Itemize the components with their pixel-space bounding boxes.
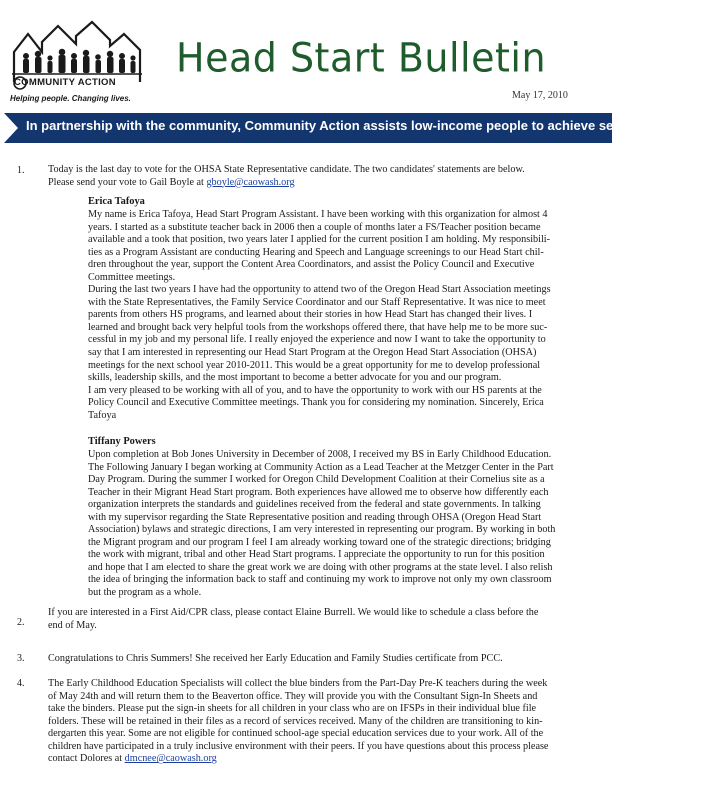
item-1-line-text: Please send your vote to Gail Boyle at <box>48 176 207 188</box>
tiffany-statement-line: the work with migrant, tribal and other Head Start programs. I appreciate the opportunity to run for this position <box>88 549 545 561</box>
erica-statement-line: dren throughout the year, support the Content Area Coordinators, and assist the Policy Council and Executive <box>88 259 535 271</box>
mission-statement: In partnership with the community, Community Action assists low-income people to achieve self-determination. <box>26 118 715 133</box>
erica-statement-line: I am very pleased to be working with all of you, and to have the opportunity to work with our HS parents at the <box>88 384 542 396</box>
tiffany-statement-line: but the program as a whole. <box>88 587 202 599</box>
item-4-line: children have participated in a truly inclusive environment with their peers. If you have questions about this process please <box>48 740 549 752</box>
bulletin-title: Head Start Bulletin <box>176 34 547 82</box>
item-2-line: If you are interested in a First Aid/CPR class, please contact Elaine Burrell. We would like to schedule a class before the <box>48 607 539 618</box>
erica-statement-line: During the last two years I have had the opportunity to attend two of the Oregon Head Start Association meetings <box>88 284 551 296</box>
item-number: 2. <box>17 617 25 628</box>
tiffany-statement-line: the Migrant program and our program I feel I am already working toward one of the strategic directions; bridging <box>88 536 551 548</box>
item-4-text <box>48 678 548 766</box>
erica-statement-line: meetings for the next school year 2010-2011. This would be a great opportunity for me to develop professional <box>88 359 541 371</box>
candidate-name-erica: Erica Tafoya <box>88 196 145 207</box>
item-number: 3. <box>17 653 25 664</box>
tiffany-statement-line: Day Program. During the summer I worked for Oregon Child Development Coalition at their Cornelius site as a <box>88 474 545 486</box>
item-2-text <box>48 607 538 632</box>
item-4-line: take the binders. Please put the sign-in sheets for all children in your class who are on IFSPs in their individual blue file <box>48 703 537 715</box>
erica-statement-line: skills, leadership skills, and the most important to become a better advocate for you and our program. <box>88 372 502 384</box>
erica-statement-line: Tafoya <box>88 409 117 421</box>
erica-statement-line: Committee meetings. <box>88 271 176 283</box>
tiffany-statement-line: Association) bylaws and strategic directions, I am very interested in representing our program. By working in both <box>88 524 556 536</box>
erica-statement-line: My name is Erica Tafoya, Head Start Program Assistant. I have been working with this organization for almost 4 <box>88 209 548 220</box>
erica-statement-line: say that I am interested in representing our Head Start Program at the Oregon Head Start Association (OHSA) <box>88 347 537 359</box>
logo-name: COMMUNITY ACTION <box>14 77 116 88</box>
item-4-line-text: contact Dolores at <box>48 753 125 765</box>
tiffany-statement-line: organization interprets the standards and guidelines received from the federal and state governments. In talking <box>88 499 541 511</box>
item-2-line: end of May. <box>48 619 97 631</box>
item-4-line: dergarten this year. Some are not eligible for continued school-age special education services due to your work. All of the <box>48 728 544 740</box>
item-4-line <box>48 753 548 766</box>
item-1-line <box>48 177 525 190</box>
item-1-line: Today is the last day to vote for the OHSA State Representative candidate. The two candidates' statements are below. <box>48 164 525 175</box>
erica-statement-line: available and a took that position, two years later I applied for the current position I am holding. My responsibili- <box>88 234 551 246</box>
erica-statement <box>88 209 608 422</box>
item-3-line: Congratulations to Chris Summers! She received her Early Education and Family Studies certificate from PCC. <box>48 653 503 664</box>
erica-statement-line: learned and brought back very helpful tools from the workshops offered there, that have help me to be more suc- <box>88 321 548 333</box>
erica-statement-line: ties as a Program Assistant are conducting Hearing and Speech and Language screenings to our Head Start chil- <box>88 246 544 258</box>
item-3-text <box>48 653 503 666</box>
bulletin-date: May 17, 2010 <box>512 90 568 101</box>
item-4-line: folders. These will be retained in their files as a record of services received. Many of the children are transitioning to kin- <box>48 715 543 727</box>
tiffany-statement-line: The Following January I began working at Community Action as a Lead Teacher at the Metzger Center in the Part <box>88 461 554 473</box>
gboyle-email-link[interactable]: gboyle@caowash.org <box>206 176 295 188</box>
item-4-line: of May 24th and will return them to the Beaverton office. They will provide you with the Consultant Sign-In Sheets and <box>48 690 538 702</box>
candidate-name-tiffany: Tiffany Powers <box>88 436 156 447</box>
erica-statement-line: parents from others HS programs, and learned about their stories in how Head Start has changed their lives. I <box>88 309 533 321</box>
tiffany-statement <box>88 449 608 600</box>
item-number: 4. <box>17 678 25 689</box>
erica-statement-line: years. I started as a substitute teacher back in 2006 then a couple of months later a FS/Teacher position became <box>88 221 541 233</box>
item-number: 1. <box>17 165 25 176</box>
tiffany-statement-line: Upon completion at Bob Jones University in December of 2008, I received my BS in Early Childhood Education. <box>88 449 552 460</box>
erica-statement-line: Policy Council and Executive Committee meetings. Thank you for considering my nomination. Sincerely, Erica <box>88 397 544 409</box>
banner-arrow-shape <box>4 113 18 143</box>
dmcnee-email-link[interactable]: dmcnee@caowash.org <box>124 753 217 765</box>
tiffany-statement-line: Teacher in their Migrant Head Start program. Both experiences have allowed me to observe how differently each <box>88 486 549 498</box>
erica-statement-line: cessful in my job and my personal life. I really enjoyed the experience and now I want to take the opportunity to <box>88 334 546 346</box>
tiffany-statement-line: with my supervisor regarding the State Representative position and reading through OHSA (Oregon Head Start <box>88 511 542 523</box>
logo-tagline: Helping people. Changing lives. <box>10 94 131 103</box>
tiffany-statement-line: the idea of bringing the information back to staff and continuing my work to improve not only my own classroom <box>88 574 552 586</box>
item-1-text <box>48 164 525 189</box>
erica-statement-line: with the State Representatives, the Family Service Coordinator and our Staff Representative. It was nice to meet <box>88 296 546 308</box>
tiffany-statement-line: and hope that I am elected to share the great work we are doing with other programs at the state level. I also relish <box>88 561 553 573</box>
item-4-line: The Early Childhood Education Specialists will collect the blue binders from the Part-Day Pre-K teachers during the week <box>48 678 548 689</box>
